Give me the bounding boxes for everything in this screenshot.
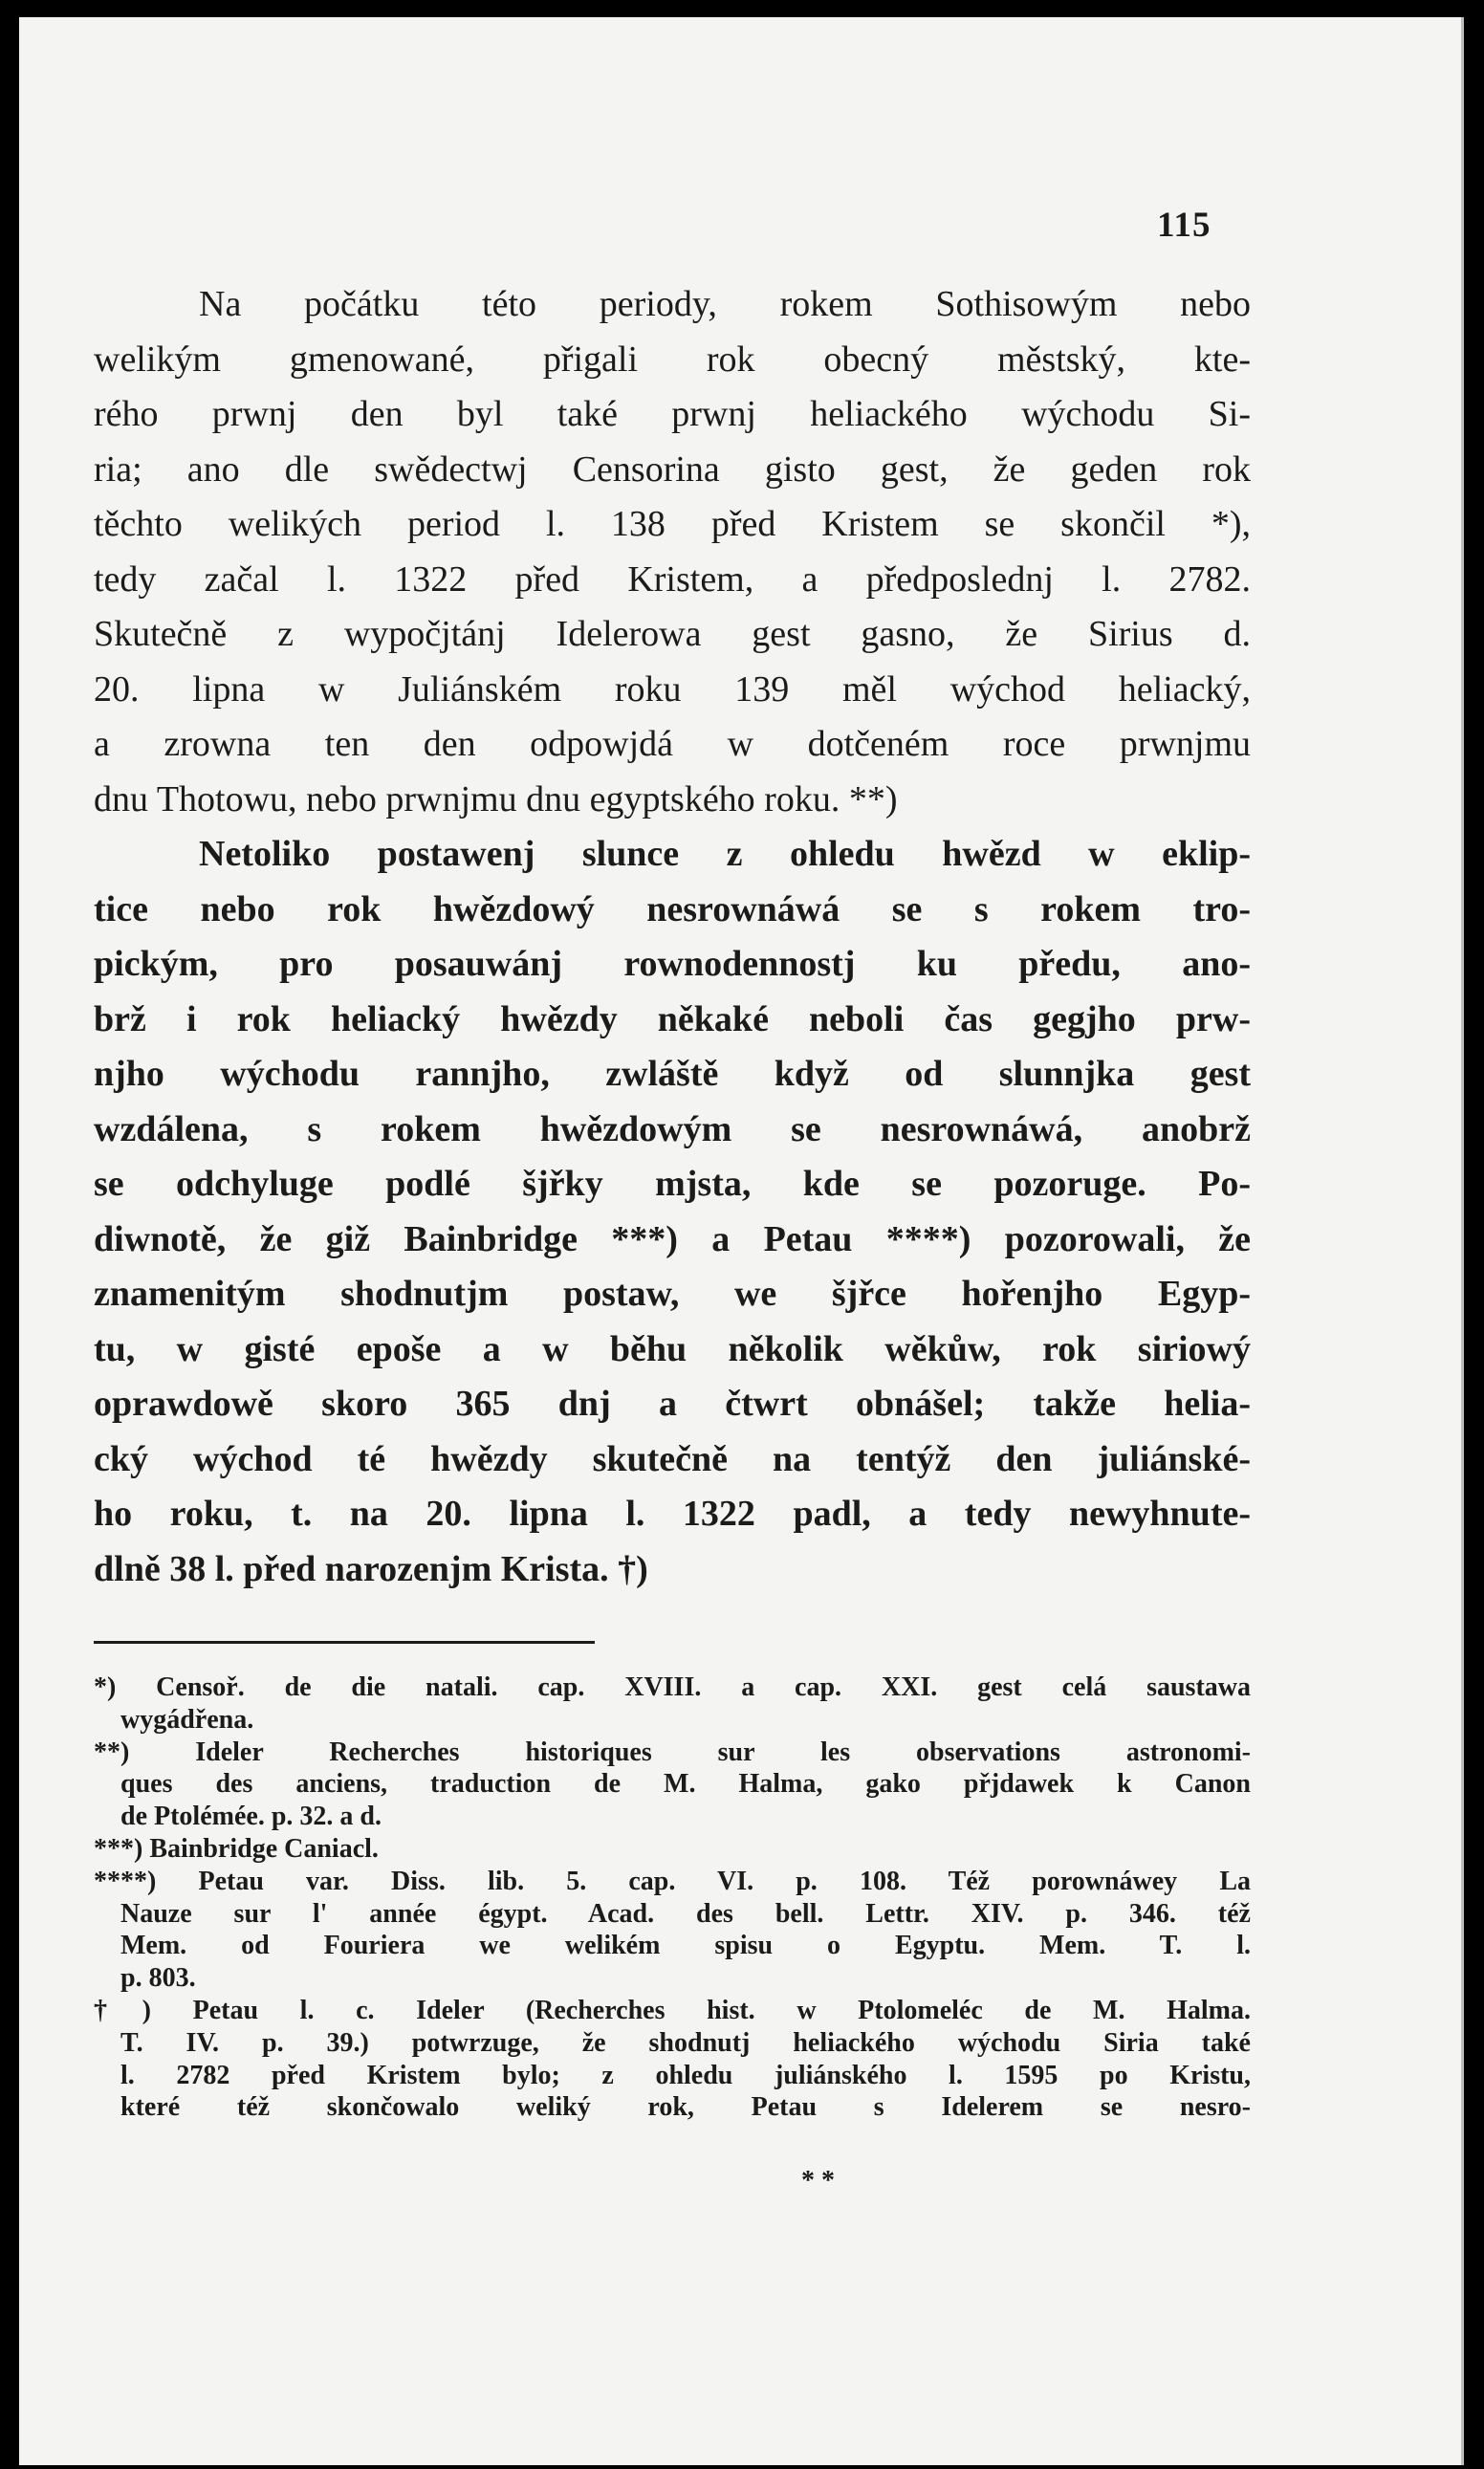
footnote-rule bbox=[94, 1641, 595, 1644]
text-line: se odchyluge podlé šjřky mjsta, kde se pozoruge. Po- bbox=[94, 1164, 1251, 1204]
text-line: wzdálena, s rokem hwězdowým se nesrownáwá, anobrž bbox=[94, 1108, 1251, 1149]
footnote-line: p. 803. bbox=[120, 1963, 196, 1994]
footnote-line: ****) Petau var. Diss. lib. 5. cap. VI. p. 108. Též porownáwey La bbox=[94, 1866, 1251, 1896]
text-line: dnu Thotowu, nebo prwnjmu dnu egyptského roku. **) bbox=[94, 778, 898, 819]
text-line: a zrowna ten den odpowjdá w dotčeném roce prwnjmu bbox=[94, 724, 1251, 764]
text-line: znamenitým shodnutjm postaw, we šjřce hořenjho Egyp- bbox=[94, 1274, 1251, 1314]
book-page bbox=[19, 17, 1464, 2465]
footnote-line: de Ptolémée. p. 32. a d. bbox=[120, 1802, 382, 1832]
footnotes bbox=[94, 1671, 1251, 2124]
footnote-line: **) Ideler Recherches historiques sur les observations astronomi- bbox=[94, 1737, 1251, 1767]
footnote-line: wygádřena. bbox=[120, 1704, 254, 1735]
text-line: cký wýchod té hwězdy skutečně na tentýž den juliánské- bbox=[94, 1438, 1251, 1479]
page-number: 115 bbox=[1157, 206, 1211, 245]
text-line: tu, w gisté epoše a w běhu několik wěkůw, rok siriowý bbox=[94, 1328, 1251, 1369]
footnote-line: T. IV. p. 39.) potwrzuge, že shodnutj heliackého wýchodu Siria také bbox=[120, 2027, 1251, 2058]
text-line: Skutečně z wypočjtánj Idelerowa gest gasno, že Sirius d. bbox=[94, 614, 1251, 654]
text-line: diwnotě, že giž Bainbridge ***) a Petau ****) pozorowali, že bbox=[94, 1218, 1251, 1259]
footnote-line: ***) Bainbridge Caniacl. bbox=[94, 1833, 379, 1864]
footnote-line: které též skončowalo weliký rok, Petau s Idelerem se nesro- bbox=[120, 2092, 1251, 2123]
text-line: ria; ano dle swědectwj Censorina gisto gest, že geden rok bbox=[94, 448, 1251, 490]
paragraph-2 bbox=[94, 827, 1251, 1597]
footnote-line: Nauze sur l' année égypt. Acad. des bell. Lettr. XIV. p. 346. též bbox=[120, 1898, 1251, 1929]
footnote-line: l. 2782 před Kristem bylo; z ohledu juliánského l. 1595 po Kristu, bbox=[120, 2060, 1251, 2090]
text-line: brž i rok heliacký hwězdy někaké neboli čas gegjho prw- bbox=[94, 998, 1251, 1039]
text-line: 20. lipna w Juliánském roku 139 měl wýchod heliacký, bbox=[94, 668, 1251, 710]
signature-mark: * * bbox=[801, 2166, 835, 2196]
text-line: tedy začal l. 1322 před Kristem, a předposlednj l. 2782. bbox=[94, 558, 1251, 600]
text-line: oprawdowě skoro 365 dnj a čtwrt obnášel; takže helia- bbox=[94, 1384, 1251, 1424]
text-line: ho roku, t. na 20. lipna l. 1322 padl, a tedy newyhnute- bbox=[94, 1494, 1251, 1534]
text-line: Na počátku této periody, rokem Sothisowým nebo bbox=[199, 284, 1251, 324]
text-line: welikým gmenowané, přigali rok obecný městský, kte- bbox=[94, 339, 1251, 380]
text-line: pickým, pro posauwánj rownodennostj ku předu, ano- bbox=[94, 944, 1251, 984]
text-line: tice nebo rok hwězdowý nesrownáwá se s rokem tro- bbox=[94, 888, 1251, 929]
footnote-line: ques des anciens, traduction de M. Halma, gako přjdawek k Canon bbox=[120, 1769, 1251, 1800]
text-line: njho wýchodu rannjho, zwláště když od slunnjka gest bbox=[94, 1054, 1251, 1094]
text-line: těchto welikých period l. 138 před Kristem se skončil *), bbox=[94, 504, 1251, 544]
text-line: rého prwnj den byl také prwnj heliackého wýchodu Si- bbox=[94, 394, 1251, 434]
footnote-line: *) Censoř. de die natali. cap. XVIII. a cap. XXI. gest celá saustawa bbox=[94, 1672, 1251, 1702]
main-text bbox=[94, 277, 1251, 1597]
footnote-line: Mem. od Fouriera we welikém spisu o Egyptu. Mem. T. l. bbox=[120, 1931, 1251, 1961]
text-line: Netoliko postawenj slunce z ohledu hwězd w eklip- bbox=[199, 834, 1251, 874]
text-line: dlně 38 l. před narozenjm Krista. †) bbox=[94, 1548, 648, 1589]
footnote-line: †) Petau l. c. Ideler (Recherches hist. w Ptolomeléc de M. Halma. bbox=[94, 1995, 1251, 2025]
paragraph-1 bbox=[94, 277, 1251, 827]
